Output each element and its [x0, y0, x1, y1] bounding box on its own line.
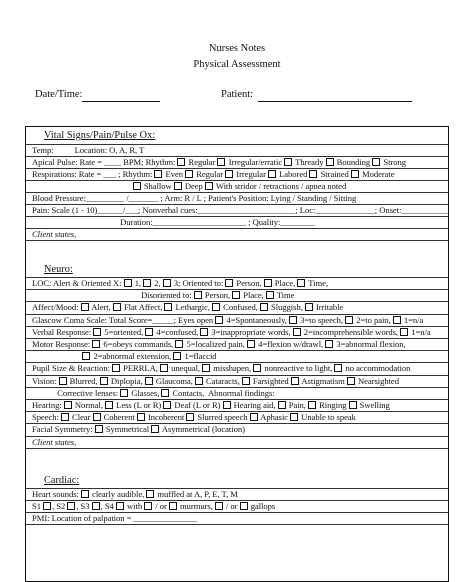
checkbox[interactable] [347, 377, 355, 385]
checkbox[interactable] [393, 316, 401, 324]
checkbox[interactable] [116, 502, 124, 510]
checkbox[interactable] [215, 316, 223, 324]
checkbox[interactable] [372, 158, 380, 166]
neuro-line: Motor Response: 6=obeys commands, 5=localized pain, 4=flexion w/drawl, 3=abnormal flexion, [32, 339, 406, 349]
checkbox[interactable] [163, 401, 171, 409]
row-rule [26, 524, 448, 525]
checkbox[interactable] [200, 328, 208, 336]
date-time-label: Date/Time: [35, 89, 83, 100]
checkbox[interactable] [120, 389, 128, 397]
checkbox[interactable] [177, 158, 185, 166]
checkbox[interactable] [175, 340, 183, 348]
checkbox[interactable] [293, 328, 301, 336]
checkbox[interactable] [64, 401, 72, 409]
checkbox[interactable] [43, 502, 51, 510]
neuro-heading: Neuro: [44, 264, 73, 275]
checkbox[interactable] [194, 291, 202, 299]
checkbox[interactable] [105, 401, 113, 409]
vital-signs-heading: Vital Signs/Pain/Pulse Ox: [44, 130, 156, 141]
checkbox[interactable] [137, 413, 145, 421]
checkbox[interactable] [164, 303, 172, 311]
neuro-line: Facial Symmetry: Symmetrical Asymmetrical (location) [32, 424, 245, 435]
vital-line: Shallow Deep With stridor / retractions / apnea noted [32, 181, 346, 192]
checkbox[interactable] [284, 158, 292, 166]
checkbox[interactable] [143, 279, 151, 287]
checkbox[interactable] [82, 352, 90, 360]
neuro-line: Affect/Mood: Alert, Flat Affect, Lethargic, Confused, Sluggish, Irritable [32, 302, 344, 313]
checkbox[interactable] [67, 502, 75, 510]
checkbox[interactable] [326, 158, 334, 166]
cardiac-line: Heart sounds: clearly audible, muffled at A, P, E, T, M [32, 489, 238, 499]
checkbox[interactable] [95, 425, 103, 433]
patient-field[interactable] [258, 101, 412, 102]
checkbox[interactable] [112, 364, 120, 372]
checkbox[interactable] [92, 340, 100, 348]
checkbox[interactable] [215, 502, 223, 510]
checkbox[interactable] [186, 413, 194, 421]
neuro-line: Speech: Clear Coherent Incoherent Slurred speech Aphasic Unable to speak [32, 412, 356, 423]
cardiac-line: S1 , S2 , S3 , S4 with / or murmurs, / or gallops [32, 501, 276, 511]
checkbox[interactable] [334, 364, 342, 372]
checkbox[interactable] [93, 413, 101, 421]
checkbox[interactable] [225, 279, 233, 287]
checkbox[interactable] [217, 158, 225, 166]
checkbox[interactable] [59, 377, 67, 385]
checkbox[interactable] [145, 328, 153, 336]
row-rule [26, 436, 448, 437]
checkbox[interactable] [266, 291, 274, 299]
date-time-field[interactable] [82, 101, 160, 102]
checkbox[interactable] [173, 352, 181, 360]
checkbox[interactable] [250, 413, 258, 421]
checkbox[interactable] [349, 401, 357, 409]
row-rule [26, 228, 448, 229]
checkbox[interactable] [144, 502, 152, 510]
checkbox[interactable] [400, 328, 408, 336]
row-rule [26, 240, 448, 241]
row-rule [26, 448, 448, 449]
checkbox[interactable] [264, 279, 272, 287]
checkbox[interactable] [309, 170, 317, 178]
form-subtitle: Physical Assessment [193, 59, 281, 70]
vital-line: Temp: Location: O, A, R, T [32, 145, 145, 155]
checkbox[interactable] [260, 303, 268, 311]
neuro-line: Disoriented to: Person, Place, Time [32, 290, 295, 301]
checkbox[interactable] [160, 364, 168, 372]
checkbox[interactable] [174, 182, 182, 190]
checkbox[interactable] [247, 340, 255, 348]
checkbox[interactable] [225, 170, 233, 178]
cardiac-line: PMI: Location of palpation = _______________ [32, 513, 198, 523]
checkbox[interactable] [185, 170, 193, 178]
checkbox[interactable] [268, 170, 276, 178]
checkbox[interactable] [212, 303, 220, 311]
checkbox[interactable] [113, 303, 121, 311]
checkbox[interactable] [146, 490, 154, 498]
vital-line: Blood Pressure:_________ /_______ ; Arm: R / L ; Patient's Position: Lying / Standing / Sitting [32, 193, 357, 203]
checkbox[interactable] [240, 502, 248, 510]
checkbox[interactable] [291, 377, 299, 385]
checkbox[interactable] [242, 377, 250, 385]
vital-line: Apical Pulse: Rate = ____ BPM; Rhythm: Regular Irregular/erratic Thready Bounding Strong [32, 157, 406, 167]
checkbox[interactable] [163, 279, 171, 287]
checkbox[interactable] [278, 401, 286, 409]
checkbox[interactable] [92, 502, 100, 510]
checkbox[interactable] [124, 279, 132, 287]
checkbox[interactable] [297, 279, 305, 287]
vital-line: Respirations: Rate = ___ ; Rhythm: Even Regular Irregular Labored Strained Moderate [32, 169, 395, 179]
checkbox[interactable] [81, 490, 89, 498]
vital-line: Client states, [32, 229, 77, 239]
checkbox[interactable] [325, 340, 333, 348]
neuro-line: Vision: Blurred, Diplopia, Glaucoma, Cataracts, Farsighted Astigmatism Nearsighted [32, 375, 399, 386]
patient-label: Patient: [221, 89, 254, 100]
checkbox[interactable] [100, 377, 108, 385]
checkbox[interactable] [133, 182, 141, 190]
neuro-line: 2=abnormal extension, 1=flaccid [32, 351, 217, 362]
form-title: Nurses Notes [208, 43, 266, 54]
checkbox[interactable] [161, 389, 169, 397]
neuro-line: Corrective lenses: Glasses, Contacts, Abnormal findings: [32, 387, 275, 398]
checkbox[interactable] [93, 328, 101, 336]
neuro-line: Verbal Response: 5=oriented, 4=confused, 3=inappropriate words, 2=incomprehensible words, 1=n/a [32, 326, 431, 337]
vital-line: Duration:______________________ ; Quality:________ [32, 217, 315, 227]
checkbox[interactable] [345, 316, 353, 324]
neuro-line: Hearing: Normal, Less (L or R) Deaf (L or R) Hearing aid, Pain, Ringing Swelling [32, 400, 390, 410]
checkbox[interactable] [154, 170, 162, 178]
checkbox[interactable] [223, 401, 231, 409]
checkbox[interactable] [145, 377, 153, 385]
assessment-form [25, 126, 449, 582]
checkbox[interactable] [151, 425, 159, 433]
neuro-line: Glascow Coma Scale: Total Score=_____; Eyes open 4=Spontaneously, 3=to speech, 2=to pain, 1=n/a [32, 314, 424, 325]
neuro-line: Pupil Size & Reaction: PERRLA, unequal, misshapen, nonreactive to light, no accommodation [32, 363, 411, 374]
checkbox[interactable] [308, 401, 316, 409]
checkbox[interactable] [253, 364, 261, 372]
neuro-line: LOC: Alert & Oriented X: 1, 2, 3; Oriented to: Person, Place, Time, [32, 278, 329, 288]
checkbox[interactable] [81, 303, 89, 311]
checkbox[interactable] [232, 291, 240, 299]
checkbox[interactable] [202, 364, 210, 372]
checkbox[interactable] [351, 170, 359, 178]
cardiac-heading: Cardiac: [44, 475, 80, 486]
checkbox[interactable] [205, 182, 213, 190]
vital-line: Pain: Scale (1 - 10)______/___; Nonverbal cues:_______________________; Loc:______________; Onset:___________ [32, 205, 449, 215]
checkbox[interactable] [61, 413, 69, 421]
checkbox[interactable] [290, 413, 298, 421]
checkbox[interactable] [195, 377, 203, 385]
neuro-line: Client states, [32, 436, 77, 447]
checkbox[interactable] [289, 316, 297, 324]
checkbox[interactable] [169, 502, 177, 510]
checkbox[interactable] [305, 303, 313, 311]
